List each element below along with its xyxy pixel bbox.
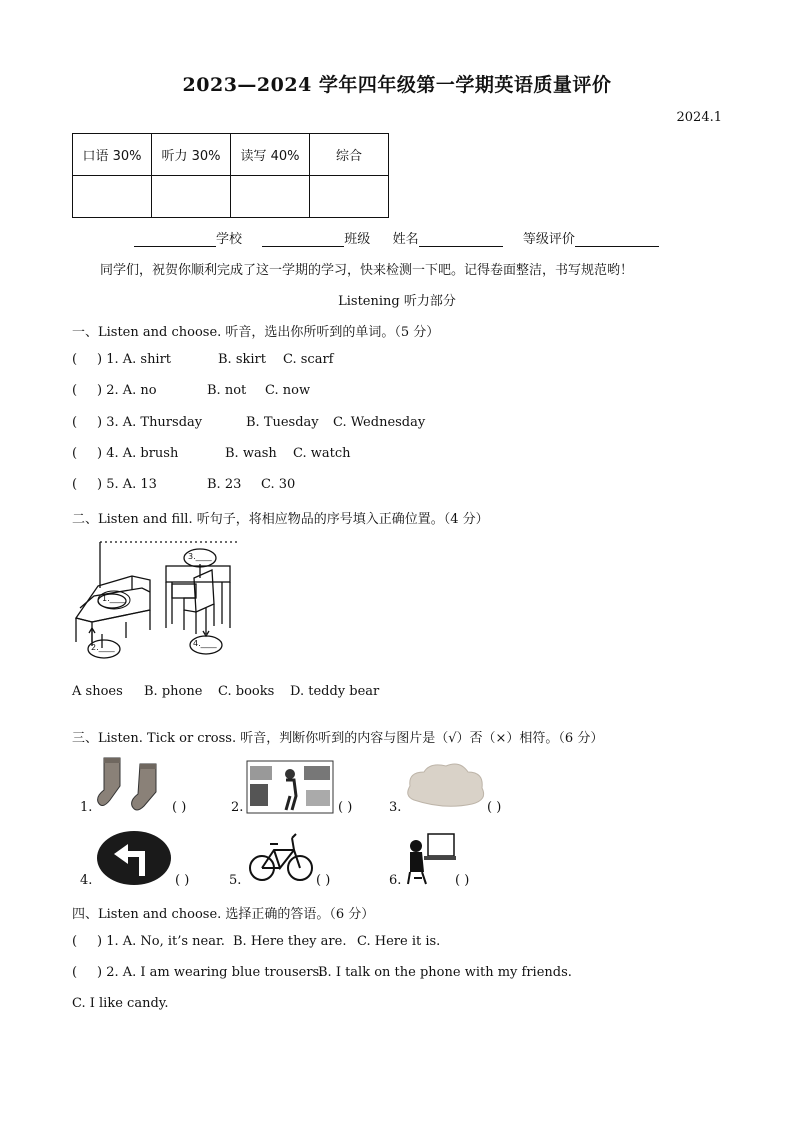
- s1-q5-c[interactable]: C. 30: [261, 477, 296, 492]
- s3-item3-blank[interactable]: ( ): [487, 800, 502, 815]
- exam-date: 2024.1: [676, 110, 722, 125]
- name-blank[interactable]: [419, 232, 503, 247]
- computer-user-icon: [404, 830, 458, 886]
- socks-icon: [96, 756, 170, 812]
- s3-item6-num: 6.: [389, 873, 402, 888]
- bedroom-label-2: 2.____: [91, 643, 115, 652]
- score-table: [72, 133, 389, 218]
- listening-heading: Listening 听力部分: [338, 294, 456, 309]
- bedroom-label-1: 1.____: [102, 594, 126, 603]
- turn-left-sign-icon: [96, 830, 174, 886]
- s1-q3-c[interactable]: C. Wednesday: [333, 415, 426, 430]
- s1-q5-b[interactable]: B. 23: [207, 477, 242, 492]
- grade-label: 等级评价: [522, 232, 575, 247]
- s1-q1-c[interactable]: C. scarf: [283, 352, 334, 367]
- s1-q1-paren: (: [72, 352, 78, 367]
- score-header-overall: 综合: [310, 134, 389, 176]
- s1-q4-c[interactable]: C. watch: [293, 446, 351, 461]
- section2-title: 二、Listen and fill. 听句子，将相应物品的序号填入正确位置。（4 分）: [72, 512, 489, 527]
- s1-q1-a[interactable]: ) 1. A. shirt: [97, 352, 172, 367]
- score-cell-listening[interactable]: [152, 176, 231, 218]
- shopping-scene-icon: [246, 760, 334, 814]
- s4-q1-paren: (: [72, 934, 78, 949]
- s1-q2-paren: (: [72, 383, 78, 398]
- s1-q4-paren: (: [72, 446, 78, 461]
- bicycle-icon: [248, 830, 314, 884]
- s3-item3-num: 3.: [389, 800, 402, 815]
- class-label: 班级: [344, 232, 371, 247]
- s3-item1-num: 1.: [80, 800, 93, 815]
- page-title: 2023—2024 学年四年级第一学期英语质量评价: [182, 74, 612, 96]
- school-label: 学校: [216, 232, 243, 247]
- student-info-line: [134, 228, 659, 247]
- s3-item4-blank[interactable]: ( ): [175, 873, 190, 888]
- score-header-oral: 口语 30%: [73, 134, 152, 176]
- s4-q2-b[interactable]: B. I talk on the phone with my friends.: [318, 965, 572, 980]
- s3-item4-num: 4.: [80, 873, 93, 888]
- class-blank[interactable]: [262, 232, 344, 247]
- s1-q4-a[interactable]: ) 4. A. brush: [97, 446, 179, 461]
- s4-q1-b[interactable]: B. Here they are.: [233, 934, 347, 949]
- bedroom-label-4: 4.____: [193, 639, 217, 648]
- intro-text: 同学们，祝贺你顺利完成了这一学期的学习，快来检测一下吧。记得卷面整洁，书写规范哟！: [100, 263, 634, 278]
- s3-item6-blank[interactable]: ( ): [455, 873, 470, 888]
- s2-option-a: A shoes: [72, 684, 123, 699]
- section3-title: 三、Listen. Tick or cross. 听音，判断你听到的内容与图片是（√）否（×）相符。（6 分）: [72, 731, 604, 746]
- school-blank[interactable]: [134, 232, 216, 247]
- score-cell-reading[interactable]: [231, 176, 310, 218]
- name-label: 姓名: [392, 232, 419, 247]
- s2-option-c: C. books: [218, 684, 275, 699]
- grade-blank[interactable]: [575, 232, 659, 247]
- score-cell-oral[interactable]: [73, 176, 152, 218]
- bedroom-scene: [72, 538, 242, 666]
- s1-q3-paren: (: [72, 415, 78, 430]
- s1-q2-c[interactable]: C. now: [265, 383, 311, 398]
- s2-option-d: D. teddy bear: [290, 684, 380, 699]
- section4-title: 四、Listen and choose. 选择正确的答语。（6 分）: [72, 907, 375, 922]
- s3-item2-blank[interactable]: ( ): [338, 800, 353, 815]
- s4-q1-a[interactable]: ) 1. A. No, it’s near.: [97, 934, 225, 949]
- s3-item5-blank[interactable]: ( ): [316, 873, 331, 888]
- s3-item5-num: 5.: [229, 873, 242, 888]
- s4-q1-c[interactable]: C. Here it is.: [357, 934, 441, 949]
- s1-q3-a[interactable]: ) 3. A. Thursday: [97, 415, 203, 430]
- s1-q1-b[interactable]: B. skirt: [218, 352, 266, 367]
- bedroom-label-3: 3.____: [188, 552, 212, 561]
- s1-q5-paren: (: [72, 477, 78, 492]
- s3-item1-blank[interactable]: ( ): [172, 800, 187, 815]
- s2-option-b: B. phone: [144, 684, 203, 699]
- s1-q2-a[interactable]: ) 2. A. no: [97, 383, 157, 398]
- s4-q2-a[interactable]: ) 2. A. I am wearing blue trousers.: [97, 965, 324, 980]
- score-header-reading: 读写 40%: [231, 134, 310, 176]
- s4-q2-c[interactable]: C. I like candy.: [72, 996, 169, 1011]
- section1-title: 一、Listen and choose. 听音，选出你所听到的单词。（5 分）: [72, 325, 440, 340]
- s1-q5-a[interactable]: ) 5. A. 13: [97, 477, 157, 492]
- s3-item2-num: 2.: [231, 800, 244, 815]
- cloud-icon: [404, 760, 486, 810]
- score-cell-overall[interactable]: [310, 176, 389, 218]
- s1-q4-b[interactable]: B. wash: [225, 446, 277, 461]
- s1-q2-b[interactable]: B. not: [207, 383, 247, 398]
- s1-q3-b[interactable]: B. Tuesday: [246, 415, 319, 430]
- s4-q2-paren: (: [72, 965, 78, 980]
- score-header-listening: 听力 30%: [152, 134, 231, 176]
